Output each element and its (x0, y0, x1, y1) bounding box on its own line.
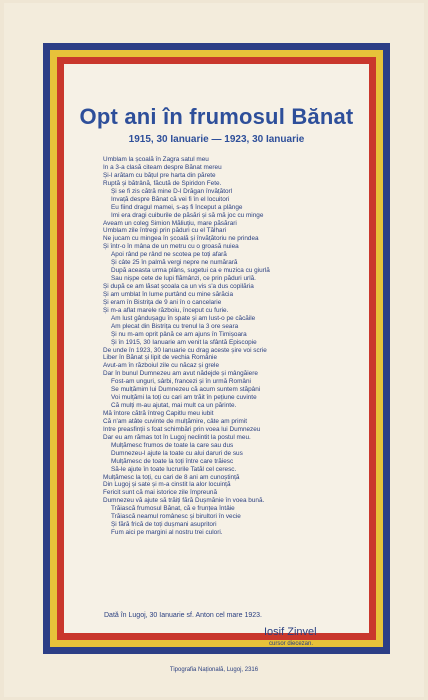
poem-line: Din Lugoj și sate și m-a cinstit la alor locuință (103, 481, 231, 489)
poem-line: Intre preasfinții s foat schimbări prin voea lui Dumnezeu (103, 425, 261, 433)
poem-line: Și se fi zis cătră mine D-l Drăgan învățătorl (111, 187, 233, 195)
poem-page (64, 64, 369, 647)
poem-line: Umblam zile întregi prin păduri cu el Tălhari (103, 227, 227, 235)
poem-line: Că mulți m-au ajutat, mai mult ca un părinte. (111, 402, 237, 410)
poem-line: Ruptă și bătrână, făcută de Spiridon Fete. (103, 179, 222, 187)
poem-line: Umblam la școală în Zagra satul meu (103, 156, 209, 163)
poem-line: Mulțămesc la toți, cu cari de 8 ani am cunoștință (103, 473, 240, 481)
poem-line: Fericit sunt că mai istorice zile împreună (103, 489, 218, 497)
poem-line: Și câte 25 în palmă vergi nepre ne numărară (111, 259, 238, 267)
poem-line: Invață despre Bănat că vei fi în el locuitori (111, 195, 230, 203)
poem-line: Avut-am în războiul zile cu năcaz și grele (103, 362, 220, 370)
poem-line: Aveam un coleg Simion Măliuțiu, mare păsărari (103, 219, 237, 227)
poem-line: Dar eu am rămas tot în Lugoj neclintit la postul meu. (103, 433, 251, 441)
poem-line: Am lust gândușagu în spate și am lust-o pe căcăile (111, 314, 256, 322)
poem-line: In a 3-a clasă citeam despre Bănat mereu (103, 163, 222, 171)
poem-line: Am plecat din Bistrița cu trenul la 3 ore seara (111, 322, 239, 330)
poem-line: Și după ce am lăsat școala ca un vis s'a dus copilăria (103, 283, 254, 290)
poem-line: Că n'am atâte cuvinte de mulțămire, câte am primit (103, 417, 248, 425)
poem-line: Trăiască neamul românesc și birultori în vecie (111, 513, 241, 521)
poem-body (103, 156, 361, 537)
poem-line: De unde în 1923, 30 Ianuarie cu drag aceste șire voi scrie (103, 346, 267, 354)
poem-line: Mă întore cătră întreg Capitlu meu iubit (103, 410, 214, 417)
poem-line: Dumnezeu-l ajute la toate cu alui daruri de sus (111, 449, 243, 457)
poem-line: Și în 1915, 30 Ianuarie am venit la sfântă Episcopie (111, 338, 257, 346)
poem-line: Și am umblat în lume purtând cu mine sărăcia (103, 290, 234, 298)
poem-line: Și într-o în mâna de un metru cu o groasă nuiea (103, 243, 239, 251)
poem-line: Ne jucam cu mingea în școală și învățătoriu ne prindea (103, 235, 259, 243)
poem-line: Și fără frică de toți dușmani asupritori (111, 521, 217, 529)
poem-line: Și nu m-am oprit până ce am ajuns în Timișoara (111, 330, 247, 338)
poem-line: Voi mulțămi la toți cu cari am trăit în pețiune cuvinte (111, 394, 257, 402)
poem-line: Imi era dragi cuiburile de păsări și să mă joc cu minge (111, 211, 264, 219)
poem-line: Dumnezeu vă ajute să trăiți fără Dușmănie în voea bună. (103, 497, 265, 505)
printer-imprint: Tipografia Națională, Lugoj, 2316 (169, 667, 259, 673)
poem-title: Opt ani în frumosul Bănat (79, 104, 354, 129)
poem-line: Mulțămesc frumos de toate la care sau dus (111, 441, 234, 449)
date-line: Dată în Lugoj, 30 Ianuarie sf. Anton cel mare 1923. (104, 612, 262, 619)
poem-line: Fost-am unguri, sârbi, francezi și în urmă Români (111, 378, 251, 386)
poem-line: Să-le ajute în toate lucrurile Tatăl cel ceresc. (111, 465, 237, 473)
poem-line: Se mulțămim lui Dumnezeu că acum suntem stăpâni (111, 386, 261, 394)
poem-dates: 1915, 30 Ianuarie — 1923, 30 Ianuarie (128, 134, 305, 145)
poem-line: Mulțămesc de toate la toți între care trăiesc (111, 457, 234, 465)
poem-line: Fum aici pe margini al nostru trei culori. (111, 529, 223, 537)
poem-line: Sau nișpe cete de lupi flămânzi, ce prin păduri urlă. (111, 275, 256, 283)
poem-line: Trăiască frumosul Bănat, că e frunțea întâie (111, 505, 235, 513)
poem-line: Și eram în Bistrița de 9 ani în o cancelarie (103, 298, 222, 306)
poem-line: După aceasta urma plâns, sugetui ca e muzica cu giurlă (111, 267, 270, 275)
signature-name: Iosif Zinvel (264, 626, 317, 638)
poem-line: Și-l arătam cu bățul pre harta din părete (103, 171, 216, 179)
poem-line: Dar în bunul Dumnezeu am avut nădejde și mângăiere (103, 370, 258, 378)
poem-line: Și m-a aflat marele războiu, început cu furie. (103, 306, 229, 314)
signature-role: cursor diecezan. (269, 641, 314, 647)
poem-line: Apoi rând pe rând ne scotea pe toți afară (111, 251, 227, 259)
poem-line: Liber în Bănat și lipit de vechia Românie (103, 354, 218, 362)
poem-line: Eu fiind dragul mamei, s-aș fi început a plânge (111, 203, 243, 211)
